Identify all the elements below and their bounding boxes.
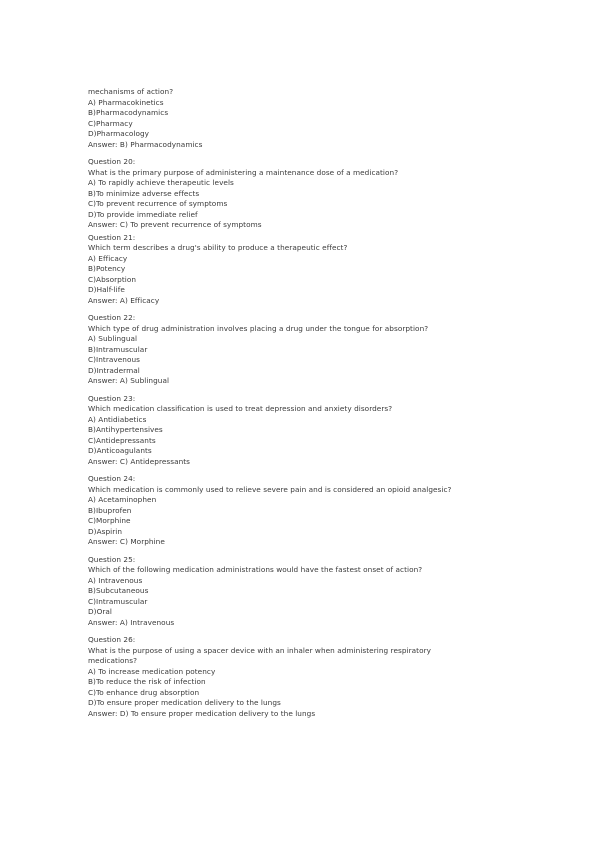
option-b: B)Antihypertensives [88, 425, 163, 434]
option-d: D)Pharmacology [88, 129, 150, 138]
question-text-continuation: mechanisms of action? [88, 87, 174, 96]
option-a: A) Pharmacokinetics [88, 97, 164, 107]
option-c: C)Pharmacy [88, 118, 133, 128]
option-b: B)To reduce the risk of infection [88, 677, 206, 686]
question-heading: Question 23: [88, 393, 136, 403]
option-c: C)Morphine [88, 516, 131, 525]
answer-line: Answer: A) Intravenous [88, 617, 175, 627]
question-text: Which medication classification is used to treat depression and anxiety disorders? [88, 404, 393, 413]
question-text: What is the primary purpose of administering a maintenance dose of a medication? [88, 167, 399, 177]
option-b: B)Ibuprofen [88, 505, 132, 515]
answer-line: Answer: C) Morphine [88, 537, 165, 546]
option-d: D)Oral [88, 607, 113, 616]
question-block-24 [88, 474, 528, 548]
option-a: A) Efficacy [88, 253, 128, 263]
option-a: A) Intravenous [88, 575, 143, 585]
option-d: D)To provide immediate relief [88, 209, 198, 219]
option-c: C)Absorption [88, 274, 137, 284]
question-block-26 [88, 635, 528, 719]
question-heading: Question 24: [88, 474, 136, 483]
question-heading: Question 22: [88, 313, 136, 322]
question-heading: Question 20: [88, 157, 136, 166]
option-c: C)Antidepressants [88, 435, 156, 445]
option-a: A) Sublingual [88, 334, 138, 343]
option-b: B)Subcutaneous [88, 586, 149, 595]
question-heading: Question 26: [88, 635, 136, 644]
option-d: D)Anticoagulants [88, 446, 152, 455]
question-text: Which of the following medication administrations would have the fastest onset of action? [88, 565, 423, 574]
option-b: B)Potency [88, 264, 126, 273]
option-c: C)To prevent recurrence of symptoms [88, 199, 228, 208]
option-b: B)To minimize adverse effects [88, 188, 200, 198]
answer-line: Answer: C) Antidepressants [88, 456, 191, 466]
option-c: C)To enhance drug absorption [88, 687, 200, 697]
question-block-21 [88, 233, 528, 307]
option-c: C)Intravenous [88, 355, 141, 364]
answer-line: Answer: A) Efficacy [88, 295, 160, 305]
question-text: Which type of drug administration involves placing a drug under the tongue for absorption? [88, 323, 429, 333]
question-block-25 [88, 555, 528, 629]
question-block-23 [88, 394, 528, 468]
answer-line: Answer: A) Sublingual [88, 376, 170, 385]
question-block-22 [88, 313, 528, 387]
question-block-20 [88, 157, 528, 231]
answer-line: Answer: C) To prevent recurrence of symptoms [88, 220, 262, 229]
option-a: A) Antidiabetics [88, 414, 147, 424]
option-b: B)Pharmacodynamics [88, 108, 169, 117]
question-19-tail [88, 87, 528, 150]
question-heading: Question 25: [88, 554, 136, 564]
option-d: D)Half-life [88, 285, 125, 294]
option-a: A) Acetaminophen [88, 495, 157, 504]
option-d: D)Intradermal [88, 365, 140, 375]
question-text: Which term describes a drug's ability to produce a therapeutic effect? [88, 243, 348, 252]
option-c: C)Intramuscular [88, 596, 148, 606]
answer-line: Answer: B) Pharmacodynamics [88, 139, 203, 149]
question-text: What is the purpose of using a spacer device with an inhaler when administering respiratory medications? [88, 645, 432, 665]
option-d: D)To ensure proper medication delivery to the lungs [88, 698, 281, 707]
document-content [88, 87, 528, 726]
option-d: D)Aspirin [88, 526, 123, 536]
option-a: A) To increase medication potency [88, 666, 216, 676]
question-text: Which medication is commonly used to relieve severe pain and is considered an opioid analgesic? [88, 484, 452, 494]
question-heading: Question 21: [88, 232, 136, 242]
answer-line: Answer: D) To ensure proper medication delivery to the lungs [88, 708, 316, 718]
option-b: B)Intramuscular [88, 344, 148, 354]
option-a: A) To rapidly achieve therapeutic levels [88, 178, 234, 187]
